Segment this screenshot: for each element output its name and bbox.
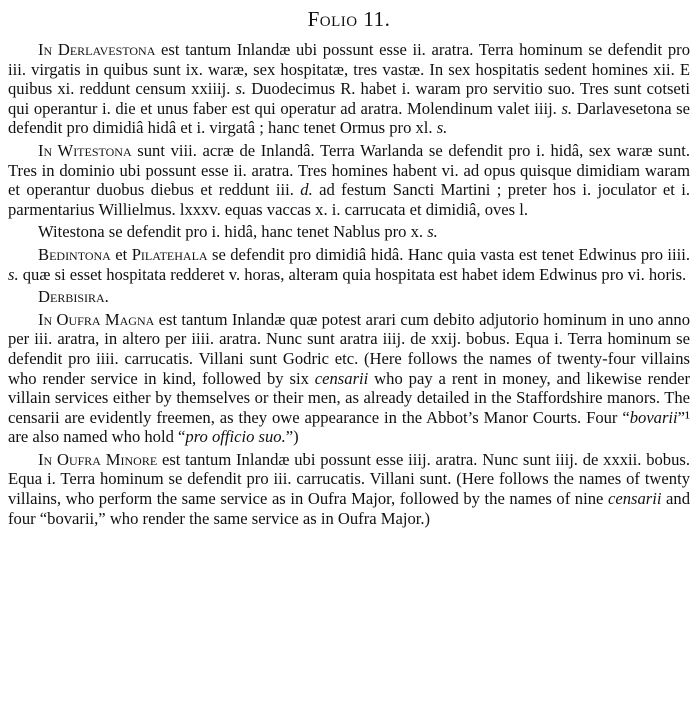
place-name-oufra-minore: In Oufra Minore [38, 449, 158, 469]
term-bovarii: bovarii [629, 407, 678, 427]
paragraph-oufra-magna [8, 310, 690, 447]
shilling-abbrev: s. [561, 98, 573, 118]
penny-abbrev: d. [300, 180, 313, 200]
text-segment: ”¹ are also named who hold “ [8, 407, 690, 447]
text-segment: Duodecimus R. habet i. waram pro servitio suo. Tres sunt cotseti qui operantur i. die et unus faber est qui operatur ad aratra. Molendinum valet iiij. [8, 79, 690, 118]
text-segment: ad festum Sancti Martini ; preter hos i. joculator et i. parmentarius Willielmus. lxxxv. equas vaccas x. i. carrucata et dimidiâ, oves l. [8, 180, 690, 219]
section-heading-derbisira: Derbisira. [38, 287, 109, 307]
paragraph-derlavestona [8, 40, 690, 138]
text-segment: sunt viii. acræ de Inlandâ. Terra Warlanda se defendit pro i. hidâ, sex waræ sunt. Tres in dominio ubi possunt esse ii. aratra. Tres homines habent vi. ad opus quisque dimidiam waram et operantur duobus diebus et reddunt iii. [8, 140, 690, 200]
text-segment: ”) [285, 427, 299, 447]
phrase-pro-officio: pro officio suo. [185, 427, 286, 447]
place-name-bedintona: Bedintona [38, 244, 111, 264]
shilling-abbrev: s. [235, 79, 247, 99]
text-segment: quæ si esset hospitata redderet v. horas, alteram quia hospitata est habet idem Edwinus pro vi. horis. [18, 264, 687, 284]
text-segment: et [110, 244, 132, 264]
paragraph-witestona [8, 141, 690, 219]
shilling-abbrev: s. [436, 118, 448, 138]
paragraph-bedintona [8, 245, 690, 284]
shilling-abbrev: s. [427, 222, 438, 242]
place-name-witestona: In Witestona [38, 140, 132, 160]
text-segment: who pay a rent in money, and likewise render villain services either by themselves or their men, as already detailed in the Staffordshire manors. The censarii are evidently freemen, as they owe appearance in the Abbot’s Manor Courts. Four “ [8, 368, 690, 427]
place-name-pilatehala: Pilatehala [131, 244, 208, 264]
paragraph-witestona-defence [8, 222, 690, 242]
text-segment: and four “bovarii,” who render the same service as in Oufra Major.) [8, 489, 691, 528]
text-segment: Witestona se defendit pro i. hidâ, hanc tenet Nablus pro x. [38, 222, 428, 242]
place-name-derlavestona: In Derlavestona [38, 40, 156, 59]
term-censarii: censarii [314, 368, 369, 388]
paragraph-oufra-minore [8, 450, 690, 528]
text-segment: est tantum Inlandæ ubi possunt esse iiij. aratra. Nunc sunt iiij. de xxxii. bobus. Equa i. Terra hominum se defendit pro iii. carrucatis. Villani sunt. (Here follows the names of twenty villains, who perform the same service as in Oufra Major, followed by the names of nine [8, 449, 691, 509]
text-segment: est tantum Inlandæ ubi possunt esse ii. aratra. Terra hominum se defendit pro iii. virgatis in quibus sunt ix. waræ, sex hospitatæ, tres vastæ. In sex hospitatis sedent homines xii. E quibus xi. reddunt censum xxiiij. [8, 40, 690, 99]
shilling-abbrev: s. [8, 264, 19, 284]
text-segment: Darlavesetona se defendit pro dimidiâ hidâ et i. virgatâ ; hanc tenet Ormus pro xl. [8, 98, 690, 138]
place-name-oufra-magna: In Oufra Magna [38, 309, 155, 329]
term-censarii: censarii [607, 489, 662, 509]
text-segment: est tantum Inlandæ quæ potest arari cum debito adjutorio hominum in uno anno per iii. aratra, in altero per iiii. aratra. Nunc sunt aratra iiij. de xxij. bobus. Equa i. Terra hominum se defendit pro iiii. carrucatis. Villani sunt Godric etc. (Here follows the names of twenty-four villains who render service in kind, followed by six [8, 309, 690, 388]
text-segment: se defendit pro dimidiâ hidâ. Hanc quia vasta est tenet Edwinus pro iiii. [207, 244, 691, 264]
folio-title: Folio 11. [307, 7, 391, 31]
